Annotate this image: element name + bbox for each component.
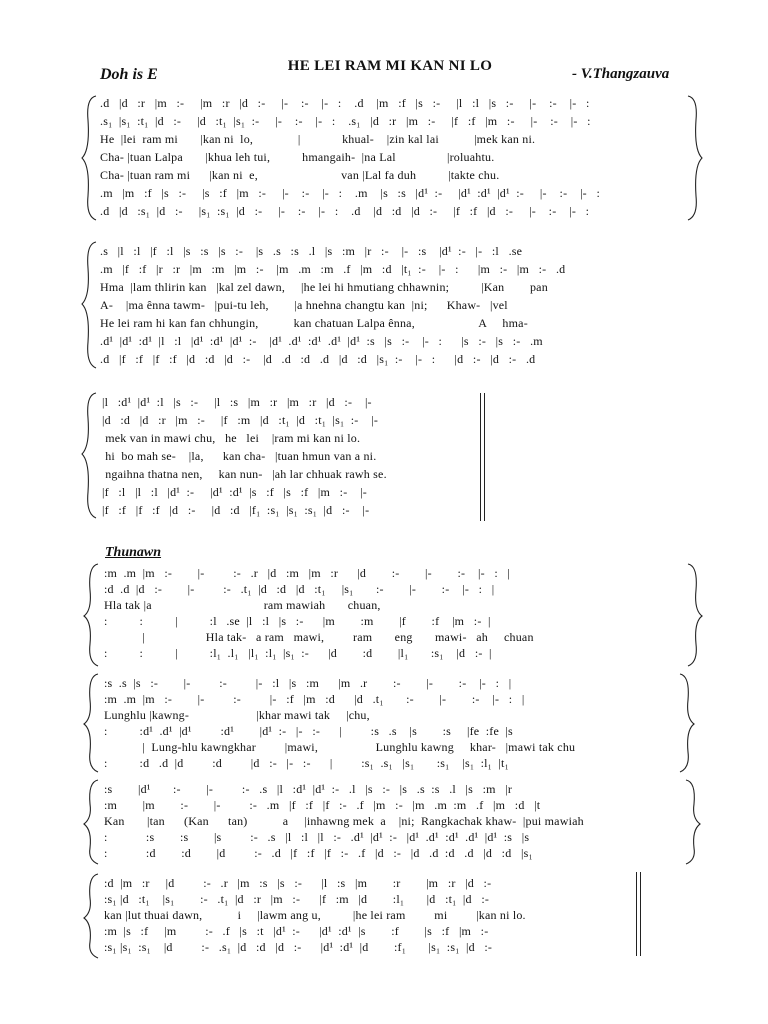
lyric-line: He lei ram hi kan fan chhungin, kan chatuan Lalpa ênna, A hma- bbox=[100, 316, 528, 330]
left-brace bbox=[82, 96, 96, 220]
bass-line: :s₁ |s₁ :s₁ |d :- .s₁ |d :d |d :- |d¹ :d¹ |d :f₁ |s₁ :s₁ |d :- bbox=[104, 940, 493, 954]
right-brace bbox=[688, 96, 702, 220]
lyric-line: Lunghlu |kawng- |khar mawi tak |chu, bbox=[104, 708, 370, 722]
alto-line: :m |m :- |- :- .m |f :f |f :- .f |m :- |m .m :m .f |m :d |t bbox=[104, 798, 541, 812]
final-barline bbox=[480, 393, 481, 521]
right-brace bbox=[680, 674, 694, 772]
soprano-line: |l :d¹ |d¹ :l |s :- |l :s |m :r |m :r |d :- |- bbox=[102, 395, 372, 409]
alto-line: .s₁ |s₁ :t₁ |d :- |d :t₁ |s₁ :- |- :- |- : .s₁ |d :r |m :- |f :f |m :- |- :- |- : bbox=[100, 114, 591, 128]
song-title: HE LEI RAM MI KAN NI LO bbox=[287, 58, 493, 74]
alto-line: :d .d |d :- |- :- .t₁ |d :d |d :t₁ |s₁ :- |- :- |- : | bbox=[104, 582, 495, 596]
lyric-line: mek van in mawi chu, he lei |ram mi kan ni lo. bbox=[102, 431, 361, 445]
alto-line: :m .m |m :- |- :- |- :f |m :d |d .t₁ :- |- :- |- : | bbox=[104, 692, 525, 706]
lyric-line: Kan |tan (Kan tan) a |inhawng mek a |ni; Rangkachak khaw- |pui mawiah bbox=[104, 814, 584, 828]
left-brace bbox=[84, 874, 98, 958]
lyric-line: Cha- |tuan Lalpa |khua leh tui, hmangaih- |na Lal |roluahtu. bbox=[100, 150, 495, 164]
tenor-line: :m |s :f |m :- .f |s :t |d¹ :- |d¹ :d¹ |s :f |s :f |m :- bbox=[104, 924, 489, 938]
lyric-line: ngaihna thatna nen, kan nun- |ah lar chhuak rawh se. bbox=[102, 467, 387, 481]
alto-line: |d :d |d :r |m :- |f :m |d :t₁ |d :t₁ |s₁ :- |- bbox=[102, 413, 379, 427]
soprano-line: :s |d¹ :- |- :- .s |l :d¹ |d¹ :- .l |s :- |s .s :s .l |s :m |r bbox=[104, 782, 513, 796]
tenor-line: : :s :s |s :- .s |l :l |l :- .d¹ |d¹ :- |d¹ .d¹ :d¹ .d¹ |d¹ :s |s bbox=[104, 830, 530, 844]
alto-line: :s₁ |d :t₁ |s₁ :- .t₁ |d :r |m :- |f :m |d :l₁ |d :t₁ |d :- bbox=[104, 892, 490, 906]
lyric-line: He |lei ram mi |kan ni lo, | khual- |zin kal lai |mek kan ni. bbox=[100, 132, 536, 146]
lyric-line: Hma |lam thlirin kan |kal zel dawn, |he lei hi hmutiang chhawnin; |Kan pan bbox=[100, 280, 548, 294]
lyric-line: hi bo mah se- |la, kan cha- |tuan hmun van a ni. bbox=[102, 449, 377, 463]
bass-line: .d |f :f |f :f |d :d |d :- |d .d :d .d |d :d |s₁ :- |- : |d :- |d :- .d bbox=[100, 352, 536, 366]
soprano-line: .s |l :l |f :l |s :s |s :- |s .s :s .l |s :m |r :- |- :s |d¹ :- |- :l .se bbox=[100, 244, 523, 258]
lyric-line: Hla tak |a ram mawiah chuan, bbox=[104, 598, 381, 612]
left-brace bbox=[84, 564, 98, 666]
left-brace bbox=[82, 242, 96, 368]
bass-line: .d |d :s₁ |d :- |s₁ :s₁ |d :- |- :- |- : .d |d :d |d :- |f :f |d :- |- :- |- : bbox=[100, 204, 590, 218]
key-signature: Doh is E bbox=[100, 66, 158, 83]
chorus-label: Thunawn bbox=[105, 545, 162, 560]
soprano-line: .d |d :r |m :- |m :r |d :- |- :- |- : .d |m :f |s :- |l :l |s :- |- :- |- : bbox=[100, 96, 590, 110]
composer: - V.Thangzauva bbox=[572, 66, 670, 82]
bass-line: |f :f |f :f |d :- |d :d |f₁ :s₁ |s₁ :s₁ |d :- |- bbox=[102, 503, 370, 517]
soprano-line: :s .s |s :- |- :- |- :l |s :m |m .r :- |- :- |- : | bbox=[104, 676, 512, 690]
lyric-line: kan |lut thuai dawn, i |lawm ang u, |he lei ram mi |kan ni lo. bbox=[104, 908, 526, 922]
right-brace bbox=[688, 564, 702, 666]
tenor-line: : : | :l .se |l :l |s :- |m :m |f :f |m :- | bbox=[104, 614, 491, 628]
bass-line: : :d .d |d :d |d :- |- :- | :s₁ .s₁ |s₁ :s₁ |s₁ :l₁ |t₁ bbox=[104, 756, 509, 770]
left-brace bbox=[84, 780, 98, 864]
tenor-line: : :d¹ .d¹ |d¹ :d¹ |d¹ :- |- :- | :s .s |s :s |fe :fe |s bbox=[104, 724, 513, 738]
lyric-line: | Hla tak- a ram mawi, ram eng mawi- ah chuan bbox=[104, 630, 534, 644]
lyric-line: A- |ma ênna tawm- |pui-tu leh, |a hnehna changtu kan |ni; Khaw- |vel bbox=[100, 298, 508, 312]
left-brace bbox=[84, 674, 98, 772]
tenor-line: .d¹ |d¹ :d¹ |l :l |d¹ :d¹ |d¹ :- |d¹ .d¹ :d¹ .d¹ |d¹ :s |s :- |- : |s :- |s :- .m bbox=[100, 334, 543, 348]
bass-line: : :d :d |d :- .d |f :f |f :- .f |d :- |d .d :d .d |d :d |s₁ bbox=[104, 846, 533, 860]
soprano-line: :d |m :r |d :- .r |m :s |s :- |l :s |m :r |m :r |d :- bbox=[104, 876, 492, 890]
tenor-line: .m |m :f |s :- |s :f |m :- |- :- |- : .m |s :s |d¹ :- |d¹ :d¹ |d¹ :- |- :- |- : bbox=[100, 186, 600, 200]
right-brace bbox=[686, 780, 700, 864]
final-barline bbox=[636, 872, 637, 956]
tenor-line: |f :l |l :l |d¹ :- |d¹ :d¹ |s :f |s :f |m :- |- bbox=[102, 485, 368, 499]
soprano-line: :m .m |m :- |- :- .r |d :m |m :r |d :- |- :- |- : | bbox=[104, 566, 511, 580]
bass-line: : : | :l₁ .l₁ |l₁ :l₁ |s₁ :- |d :d |l₁ :s₁ |d :- | bbox=[104, 646, 492, 660]
lyric-line: Cha- |tuan ram mi |kan ni e, van |Lal fa duh |takte chu. bbox=[100, 168, 500, 182]
lyric-line: | Lung-hlu kawngkhar |mawi, Lunghlu kawng khar- |mawi tak chu bbox=[104, 740, 576, 754]
left-brace bbox=[82, 393, 96, 518]
alto-line: .m |f :f |r :r |m :m |m :- |m .m :m .f |m :d |t₁ :- |- : |m :- |m :- .d bbox=[100, 262, 566, 276]
